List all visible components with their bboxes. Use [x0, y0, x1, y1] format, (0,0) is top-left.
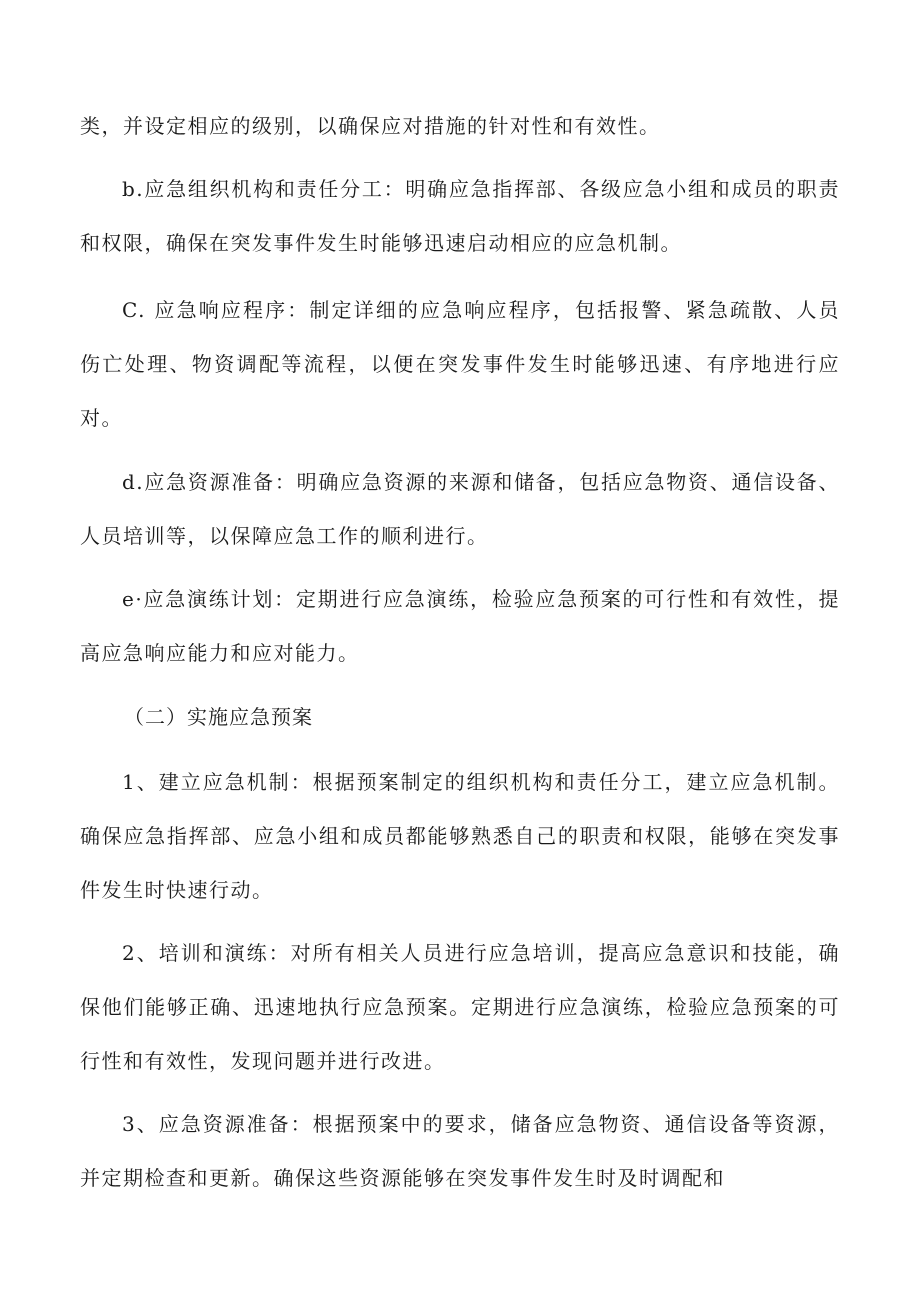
section-heading: （二）实施应急预案	[124, 705, 313, 729]
paragraph-step-3: 3、应急资源准备：根据预案中的要求，储备应急物资、通信设备等资源，并定期检查和更新。确保这些资源能够在突发事件发生时及时调配和	[80, 1112, 840, 1190]
paragraph-item-c: C. 应急响应程序：制定详细的应急响应程序，包括报警、紧急疏散、人员伤亡处理、物资调配等流程，以便在突发事件发生时能够迅速、有序地进行应对。	[80, 298, 840, 430]
paragraph-item-b: b.应急组织机构和责任分工：明确应急指挥部、各级应急小组和成员的职责和权限，确保在突发事件发生时能够迅速启动相应的应急机制。	[80, 177, 840, 255]
paragraph-continuation: 类，并设定相应的级别，以确保应对措施的针对性和有效性。	[80, 114, 661, 138]
paragraph-step-1: 1、建立应急机制：根据预案制定的组织机构和责任分工，建立应急机制。确保应急指挥部、应急小组和成员都能够熟悉自己的职责和权限，能够在突发事件发生时快速行动。	[80, 770, 840, 902]
paragraph-item-d: d.应急资源准备：明确应急资源的来源和储备，包括应急物资、通信设备、人员培训等，以保障应急工作的顺利进行。	[80, 470, 840, 548]
paragraph-step-2: 2、培训和演练：对所有相关人员进行应急培训，提高应急意识和技能，确保他们能够正确、迅速地执行应急预案。定期进行应急演练，检验应急预案的可行性和有效性，发现问题并进行改进。	[80, 941, 840, 1073]
paragraph-item-e: e·应急演练计划：定期进行应急演练，检验应急预案的可行性和有效性，提高应急响应能力和应对能力。	[80, 587, 840, 665]
